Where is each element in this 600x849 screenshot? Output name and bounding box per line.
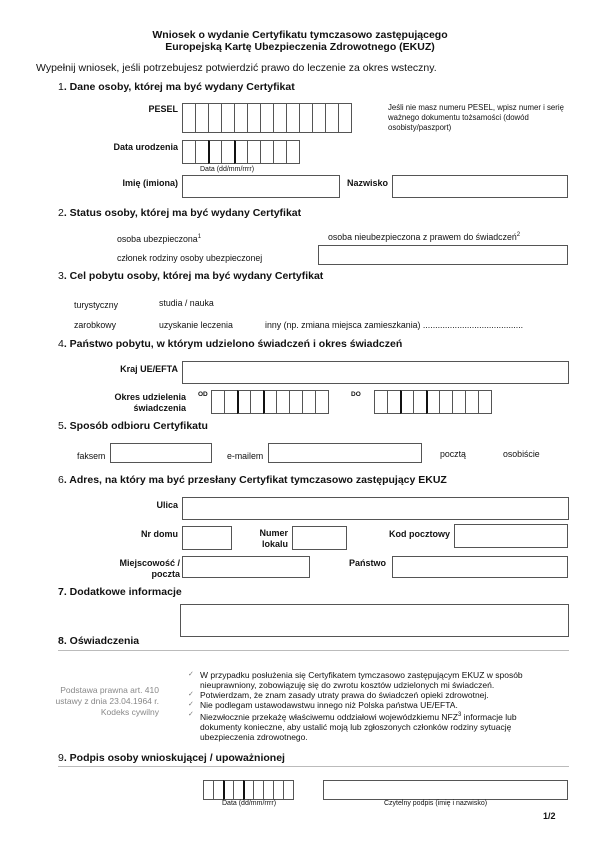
signature-date-hint: Data (dd/mm/rrrr) (222, 800, 277, 807)
signature-hint: Czytelny podpis (imię i nazwisko) (384, 800, 488, 807)
section-9-heading: 9. Podpis osoby wnioskującej / upoważnionej (58, 752, 285, 764)
period-to-label: DO (351, 391, 361, 398)
delivery-fax-option[interactable]: faksem (77, 451, 106, 461)
period-label: Okres udzielenia świadczenia (114, 392, 186, 413)
postal-code-input[interactable] (454, 524, 568, 548)
purpose-study-option[interactable]: studia / nauka (159, 298, 214, 308)
period-from-input[interactable] (212, 390, 329, 414)
status-family-option[interactable]: członek rodziny osoby ubezpieczonej (117, 253, 263, 263)
delivery-email-option[interactable]: e-mailem (227, 451, 264, 461)
status-uninsured-option[interactable]: osoba nieubezpieczona z prawem do świadczeń$^2$ (328, 232, 521, 242)
purpose-tourist-option[interactable]: turystyczny (74, 300, 118, 310)
city-input[interactable] (182, 556, 310, 578)
section-6-heading: 6. Adres, na który ma być przesłany Certyfikat tymczasowo zastępujący EKUZ (58, 474, 447, 486)
pesel-label: PESEL (148, 104, 178, 114)
section-2-heading: 2. Status osoby, której ma być wydany Certyfikat (58, 207, 302, 219)
section-4-heading: 4. Państwo pobytu, w którym udzielono świadczeń i okres świadczeń (58, 338, 403, 350)
declaration-item: ✓ Nie podlegam ustawodawstwu innego niż Polska państwa UE/EFTA. (188, 700, 560, 710)
period-from-label: OD (198, 391, 208, 398)
section-5-heading: 5. Sposób odbioru Certyfikatu (58, 420, 208, 432)
section-9-divider (58, 766, 569, 767)
country-address-label: Państwo (348, 558, 386, 568)
first-name-input[interactable] (182, 175, 340, 198)
declarations-list (188, 670, 560, 742)
pesel-note: Jeśli nie masz numeru PESEL, wpisz numer i serię ważnego dokumentu tożsamości (dowód osobisty/paszport) (388, 103, 564, 132)
status-family-input[interactable] (318, 245, 568, 265)
section-7-heading: 7. Dodatkowe informacje (58, 586, 182, 598)
fax-number-input[interactable] (110, 443, 212, 463)
status-insured-option[interactable]: osoba ubezpieczona$^1$ (117, 234, 202, 244)
flat-number-input[interactable] (292, 526, 347, 550)
postal-code-label: Kod pocztowy (389, 529, 450, 539)
birth-date-hint: Data (dd/mm/rrrr) (200, 166, 255, 173)
declaration-item: ✓ Niezwłocznie przekażę właściwemu oddziałowi wojewódzkiemu NFZ$^3$ informacje lub dokumenty konieczne, aby ustalić moją lub zgłoszonych członków rodziny sytuację ubezpieczenia zdrowotnego. (188, 710, 560, 742)
signature-input[interactable] (323, 780, 568, 800)
purpose-work-option[interactable]: zarobkowy (74, 320, 117, 330)
street-label: Ulica (156, 500, 178, 510)
additional-info-input[interactable] (180, 604, 569, 637)
section-1-heading: 1. Dane osoby, której ma być wydany Certyfikat (58, 81, 295, 93)
email-input[interactable] (268, 443, 422, 463)
form-title-line-1: Wniosek o wydanie Certyfikatu tymczasowo zastępującego (152, 29, 448, 41)
street-input[interactable] (182, 497, 569, 520)
birth-date-label: Data urodzenia (113, 142, 178, 152)
legal-basis-note: Podstawa prawna art. 410 ustawy z dnia 23.04.1964 r. Kodeks cywilny (55, 685, 159, 717)
last-name-input[interactable] (392, 175, 568, 198)
country-label: Kraj UE/EFTA (120, 364, 178, 374)
flat-number-label: Numer lokalu (259, 528, 288, 549)
country-address-input[interactable] (392, 556, 568, 578)
first-name-label: Imię (imiona) (122, 178, 178, 188)
period-to-input[interactable] (375, 390, 492, 414)
birth-date-input[interactable] (183, 140, 300, 164)
section-8-heading: 8. Oświadczenia (58, 635, 140, 647)
declaration-item: ✓ Potwierdzam, że znam zasady utraty prawa do świadczeń opieki zdrowotnej. (188, 690, 560, 700)
house-number-label: Nr domu (141, 529, 178, 539)
purpose-treatment-option[interactable]: uzyskanie leczenia (159, 320, 233, 330)
last-name-label: Nazwisko (346, 178, 388, 188)
form-title-line-2: Europejską Kartę Ubezpieczenia Zdrowotnego (EKUZ) (165, 41, 435, 53)
page-number: 1/2 (543, 811, 556, 821)
declaration-item: ✓ W przypadku posłużenia się Certyfikatem tymczasowo zastępującym EKUZ w sposób nieuprawniony, zobowiązuję się do zwrotu kosztów udzielonych mi świadczeń. (188, 670, 560, 690)
house-number-input[interactable] (182, 526, 232, 550)
pesel-input[interactable] (183, 103, 352, 133)
purpose-other-option[interactable]: inny (np. zmiana miejsca zamieszkania) ......................................... (265, 320, 524, 330)
section-8-divider (58, 650, 569, 651)
intro-text: Wypełnij wniosek, jeśli potrzebujesz potwierdzić prawo do leczenie za okres wsteczny. (36, 62, 437, 74)
delivery-personal-option[interactable]: osobiście (503, 449, 540, 459)
section-3-heading: 3. Cel pobytu osoby, której ma być wydany Certyfikat (58, 270, 324, 282)
delivery-post-option[interactable]: pocztą (440, 449, 466, 459)
city-label: Miejscowość / poczta (119, 558, 180, 579)
signature-date-input[interactable] (204, 780, 294, 800)
country-input[interactable] (182, 361, 569, 384)
